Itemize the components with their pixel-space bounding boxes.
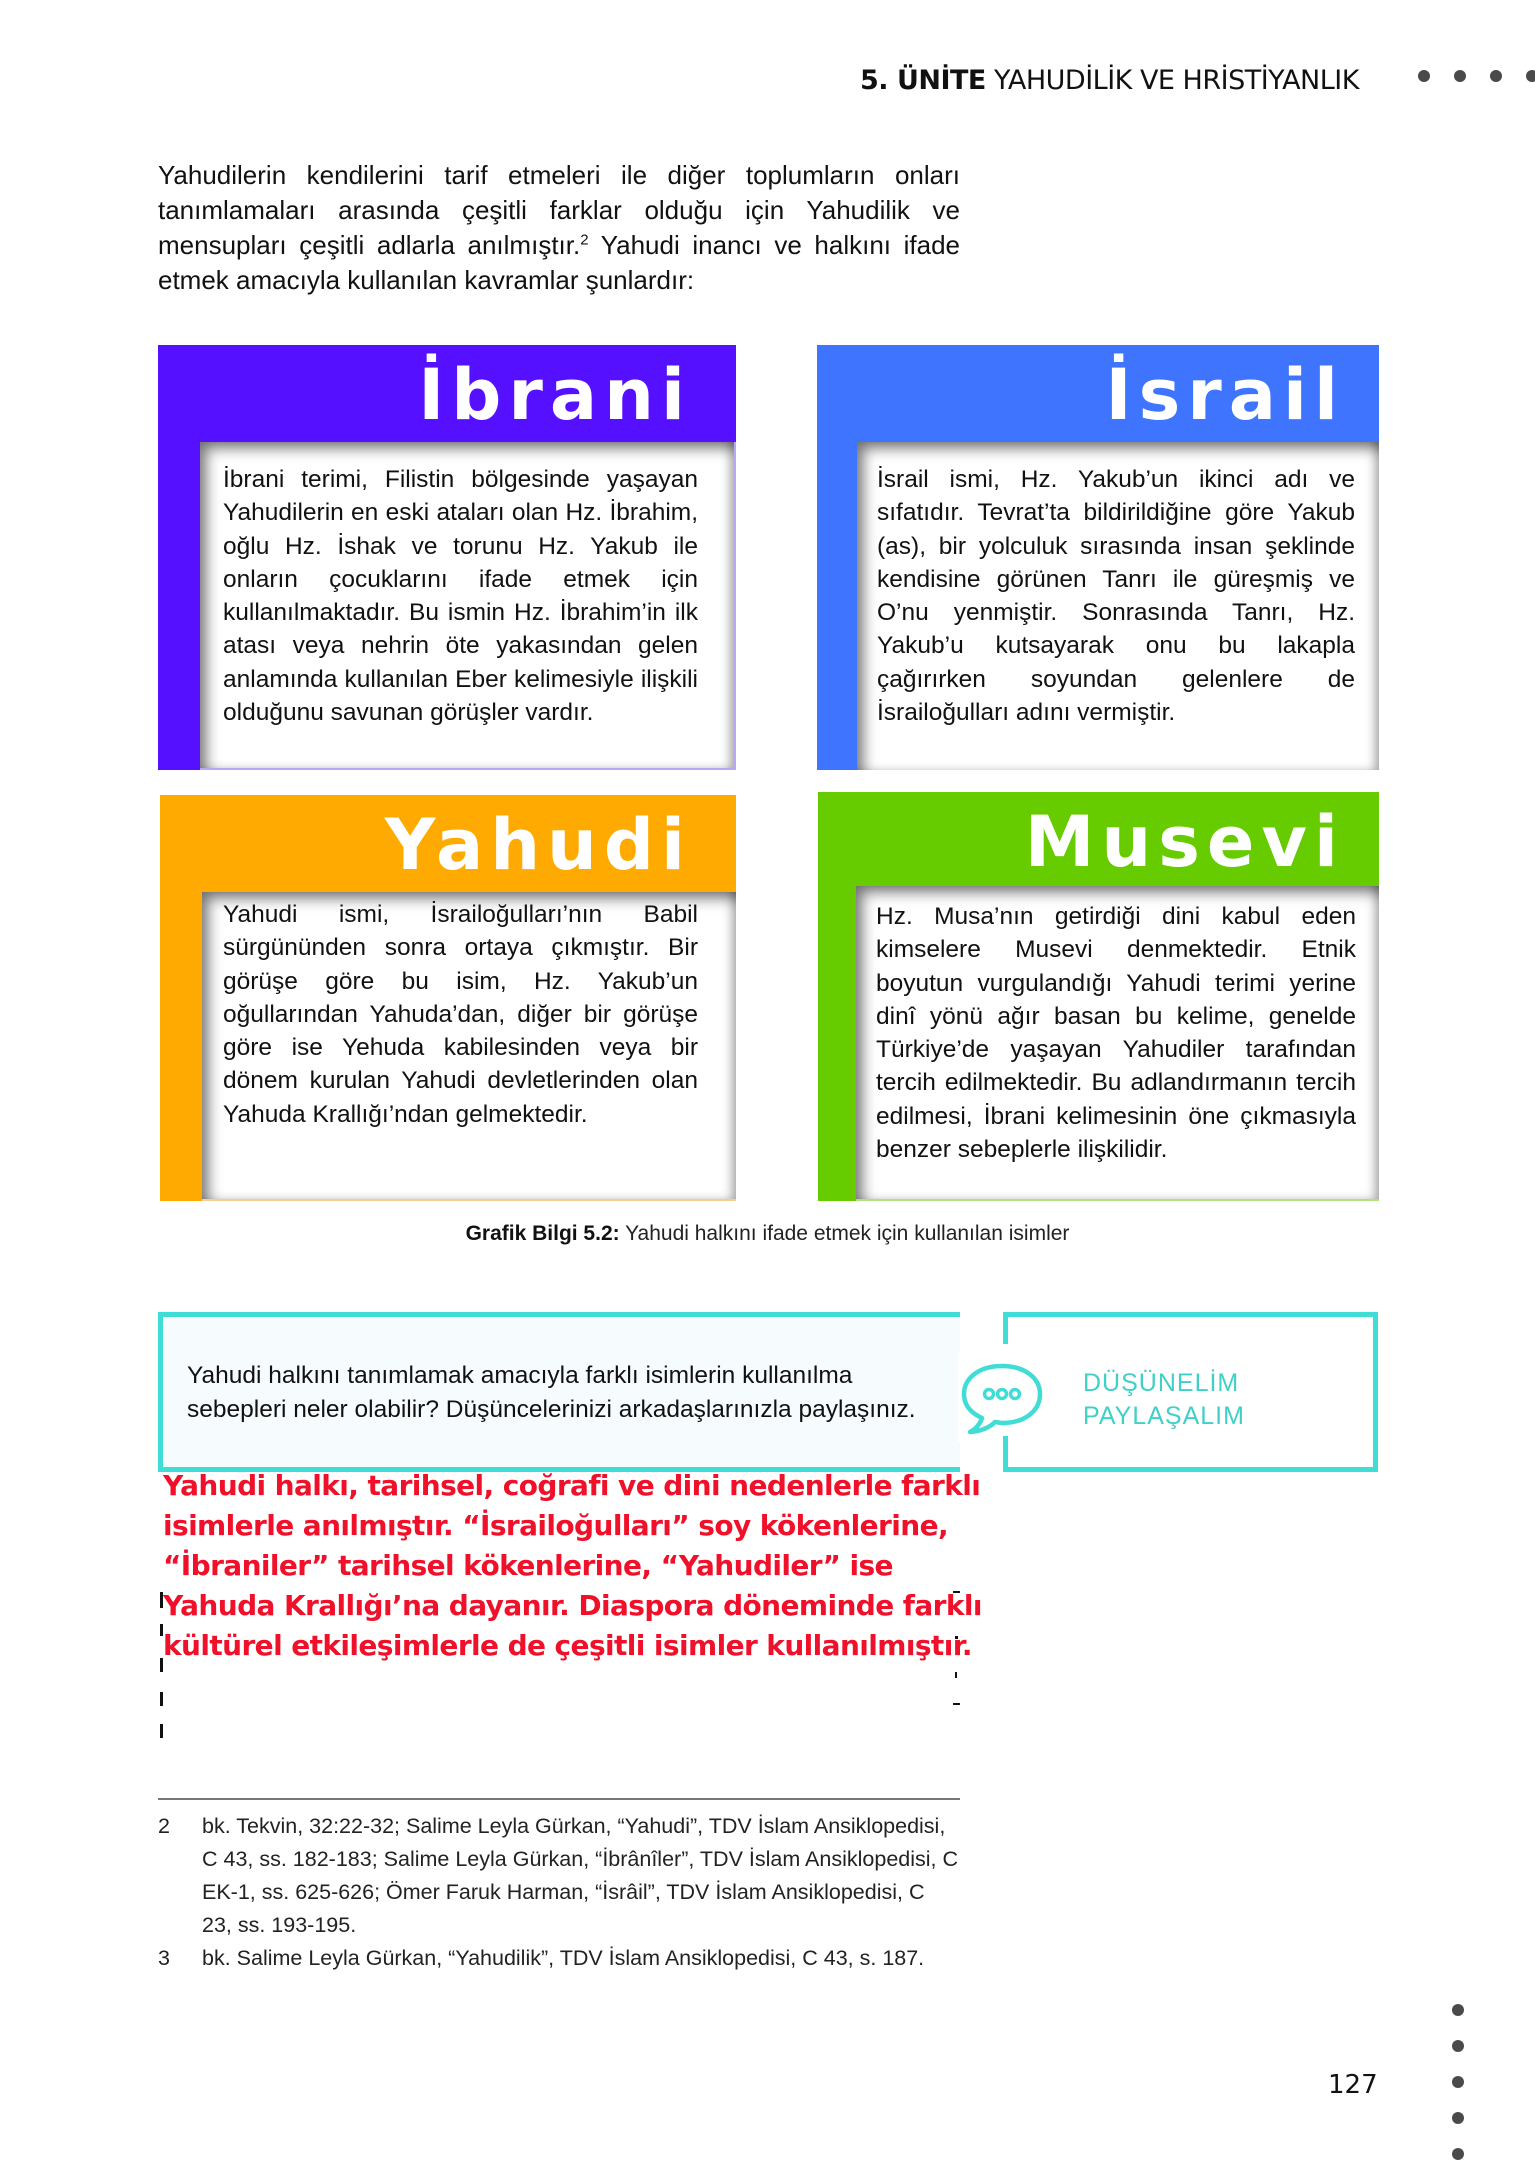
footnote-number: 3 [158,1946,170,1970]
card-israil [817,345,1379,770]
footnote-2 [158,1810,960,1942]
intro-paragraph [158,158,960,298]
card-title: İsrail [1105,354,1345,436]
caption-text: Yahudi halkını ifade etmek için kullanılan isimler [619,1222,1070,1245]
footnote-ref-2[interactable]: 2 [580,231,589,249]
figure-caption [0,1222,1535,1246]
label-line-2: PAYLAŞALIM [1083,1402,1245,1430]
header-dots-decoration [1418,70,1535,82]
unit-number: 5. ÜNİTE [860,64,986,96]
text-fragment [953,1703,960,1705]
footnote-3 [158,1942,960,1975]
caption-label: Grafik Bilgi 5.2: [465,1222,620,1245]
intro-text-1: Yahudilerin kendilerini tarif etmeleri ile diğer toplumların onları tanımlamaları arasında çeşitli farklar olduğu için Yahudilik ve mensupları çeşitli adlarla anılmıştır. [158,160,960,260]
chapter-title [860,65,1359,96]
text-fragment [160,1692,163,1706]
dot-icon [1452,2040,1464,2052]
card-title: İbrani [418,354,692,436]
intro-text-2: Yahudi inancı ve halkını ifade etmek amacıyla kullanılan kavramlar şunlardır: [158,230,961,295]
side-dots-decoration [1452,2004,1464,2160]
card-text: İsrail ismi, Hz. Yakub’un ikinci adı ve sıfatıdır. Tevrat’ta bildirildiğine göre Yakub (as), bir yolculuk sırasında insan şeklinde kendisine görünen Tanrı ile güreşmiş ve O’nu yenmiştir. Sonrasında Tanrı, Hz. Yakub’u kutsayarak onu bu lakapla çağırırken soyundan gelenlere de İsrailoğulları adını vermiştir. [877,466,1355,727]
footnote-number: 2 [158,1814,170,1838]
card-ibrani [158,345,736,770]
card-title: Yahudi [384,804,692,886]
card-musevi [818,792,1379,1201]
label-line-1: DÜŞÜNELİM [1083,1369,1240,1397]
footnote-divider [158,1798,960,1800]
page-number: 127 [1328,2070,1378,2100]
dot-icon [1452,2076,1464,2088]
card-text: İbrani terimi, Filistin bölgesinde yaşayan Yahudilerin en eski ataları olan Hz. İbrahim, oğlu Hz. İshak ve torunu Hz. Yakub ile onların çocuklarını ifade etmek için kullanılmaktadır. Bu ismin Hz. İbrahim’in ilk atası veya nehrin öte yakasından gelen anlamında kullanılan Eber kelimesiyle ilişkili olduğunu savunan görüşler vardır. [223,466,698,727]
think-share-box [1008,1312,1378,1472]
dot-icon [1490,70,1502,82]
text-fragment [955,1672,957,1678]
dot-icon [1452,2112,1464,2124]
footnote-text: bk. Salime Leyla Gürkan, “Yahudilik”, TDV İslam Ansiklopedisi, C 43, s. 187. [202,1946,925,1970]
text-fragment [160,1724,163,1738]
box-edge [1003,1436,1008,1472]
card-text: Hz. Musa’nın getirdiği dini kabul eden kimselere Musevi denmektedir. Etnik boyutun vurgulandığı Yahudi terimi yerine dinî yönü ağır basan bu kelime, genelde Türkiye’de yaşayan Yahudiler tarafından tercih edilmektedir. Bu adlandırmanın tercih edilmesi, İbrani kelimesinin öne çıkmasıyla benzer sebeplerle ilişkilidir. [876,903,1356,1164]
card-text: Yahudi ismi, İsrailoğulları’nın Babil sürgününden sonra ortaya çıkmıştır. Bir görüşe göre bu isim, Hz. Yakub’un oğullarından Yahuda’dan, diğer bir görüşe göre ise Yehuda kabilesinden veya bir dönem kurulan Yahudi devletlerinden olan Yahuda Krallığı’ndan gelmektedir. [223,901,698,1128]
dot-icon [1452,2148,1464,2160]
unit-title: YAHUDİLİK VE HRİSTİYANLIK [993,64,1359,96]
footnote-text: bk. Tekvin, 32:22-32; Salime Leyla Gürkan, “Yahudi”, TDV İslam Ansiklopedisi, C 43, ss. 182-183; Salime Leyla Gürkan, “İbrânîler”, TDV İslam Ansiklopedisi, C EK-1, ss. 625-626; Ömer Faruk Harman, “İsrâil”, TDV İslam Ansiklopedisi, C 23, ss. 193-195. [202,1814,959,1937]
discussion-question-box [158,1312,960,1472]
discussion-question: Yahudi halkını tanımlamak amacıyla farklı isimlerin kullanılma sebepleri neler olabilir? Düşüncelerinizi arkadaşlarınızla paylaşınız. [187,1362,916,1423]
dot-icon [1454,70,1466,82]
box-edge [1003,1312,1008,1344]
think-share-label [1083,1367,1245,1433]
answer-overlay-text: Yahudi halkı, tarihsel, coğrafi ve dini nedenlerle farklı isimlerle anılmıştır. “İsrailoğulları” soy kökenlerine, “İbraniler” tarihsel kökenlerine, “Yahudiler” ise Yahuda Krallığı’na dayanır. Diaspora döneminde farklı kültürel etkileşimlerle de çeşitli isimler kullanılmıştır. [163,1469,982,1662]
dot-icon [1418,70,1430,82]
dot-icon [1526,70,1535,82]
footnotes [158,1810,960,1975]
card-yahudi [160,795,736,1201]
dot-icon [1452,2004,1464,2016]
chapter-header [860,60,1359,100]
card-title: Musevi [1024,801,1345,883]
